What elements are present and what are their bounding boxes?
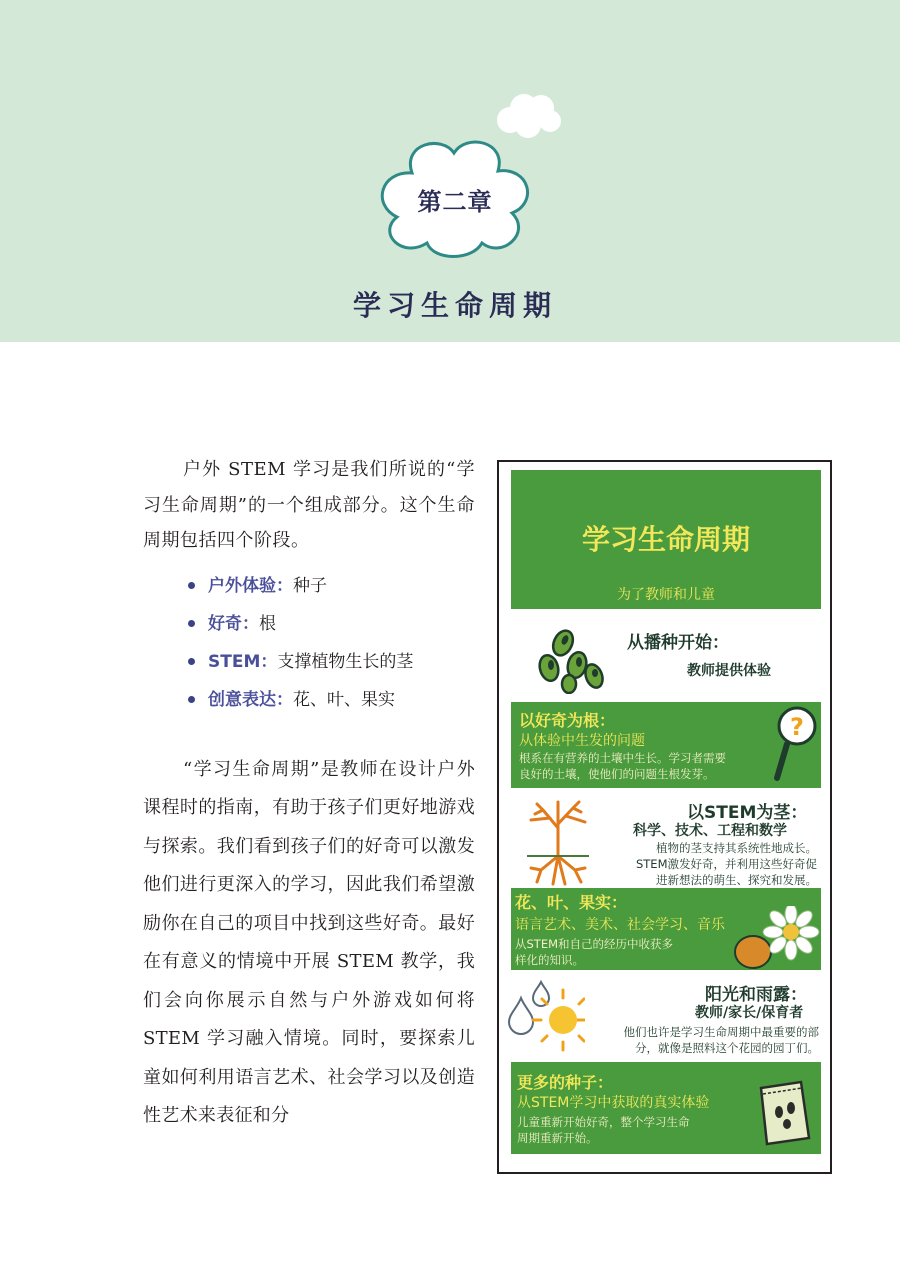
seed-heading: 从播种开始：	[627, 633, 729, 653]
root-heading: 以好奇为根：	[519, 711, 616, 730]
seed-packet-icon	[755, 1080, 813, 1146]
list-item: STEM ： 支撑植物生长的茎	[188, 643, 475, 681]
more-seeds-section	[511, 1062, 821, 1154]
lifecycle-infographic	[497, 460, 832, 1174]
sun-description: 他们也许是学习生命周期中最重要的部 分，就像是照料这个花园的园丁们。	[623, 1025, 819, 1055]
flower-description: 从STEM和自己的经历中收获多 样化的知识。	[515, 937, 674, 967]
chapter-number: 第二章	[417, 187, 493, 216]
more-description: 儿童重新开始好奇，整个学习生命 周期重新开始。	[517, 1115, 690, 1145]
chapter-title: 学习生命周期	[352, 289, 557, 322]
bullet-icon	[188, 658, 195, 665]
list-item: 创意表达 ： 花、叶、果实	[188, 681, 475, 719]
main-text-column	[143, 452, 475, 1136]
list-item: 好奇 ： 根	[188, 605, 475, 643]
bullet-icon	[188, 582, 195, 589]
stem-description: 植物的茎支持其系统性地成长。 STEM激发好奇，并利用这些好奇促 进新想法的萌生、探究和发展。	[635, 841, 817, 887]
root-section	[511, 702, 821, 788]
sun-subtitle: 教师/家长/保育者	[695, 1005, 804, 1021]
stem-subtitle: 科学、技术、工程和数学	[633, 823, 787, 839]
more-heading: 更多的种子：	[517, 1073, 614, 1092]
flower-heading: 花、叶、果实：	[515, 893, 628, 912]
more-subtitle: 从STEM学习中获取的真实体验	[517, 1095, 710, 1111]
flower-fruit-icon	[733, 906, 821, 970]
infographic-header	[511, 470, 821, 609]
seed-subtitle: 教师提供体验	[687, 663, 771, 679]
intro-paragraph: 户外 STEM 学习是我们所说的“学习生命周期”的一个组成部分。这个生命周期包括四个阶段。	[143, 459, 475, 551]
tree-icon	[523, 800, 593, 886]
magnifier-question-icon	[773, 704, 819, 784]
bullet-icon	[188, 620, 195, 627]
infographic-title: 学习生命周期	[581, 523, 750, 556]
bullet-icon	[188, 696, 195, 703]
flower-subtitle: 语言艺术、美术、社会学习、音乐	[515, 917, 725, 933]
root-description: 根系在有营养的土壤中生长。学习者需要 良好的土壤，使他们的问题生根发芽。	[519, 751, 726, 781]
chapter-header	[0, 0, 900, 342]
flower-section	[511, 888, 821, 970]
list-item: 户外体验 ： 种子	[188, 567, 475, 605]
seeds-icon	[537, 628, 605, 694]
svg-text:?: ?	[790, 713, 804, 741]
infographic-subtitle: 为了教师和儿童	[617, 587, 715, 603]
stem-heading: 以STEM为茎：	[687, 803, 808, 823]
sun-heading: 阳光和雨露：	[705, 985, 807, 1005]
body-paragraph: “学习生命周期”是教师在设计户外课程时的指南，有助于孩子们更好地游戏与探索。我们看到孩子们的好奇可以激发他们进行更深入的学习，因此我们希望激励你在自己的项目中找到这些好奇。最好在有意义的情境中开展 STEM 教学，我们会向你展示自然与户外游戏如何将 STEM 学习融入情境。同时，要探索儿童如何利用语言艺术、社会学习以及创造性艺术来表征和分	[143, 758, 475, 1126]
root-subtitle: 从体验中生发的问题	[519, 733, 645, 749]
stage-list	[188, 567, 475, 719]
